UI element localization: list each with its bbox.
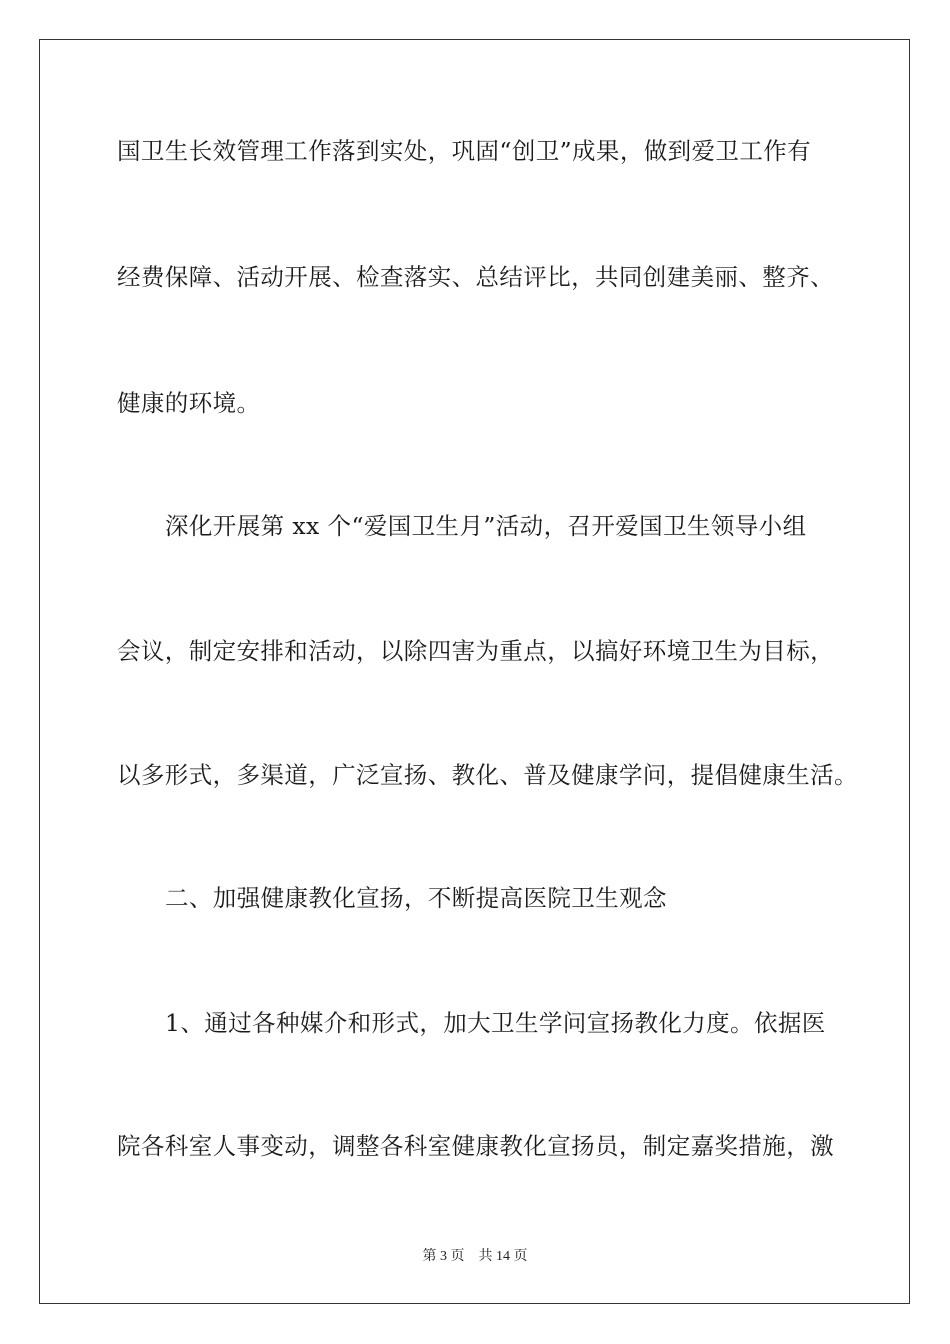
page-footer [0,1248,950,1266]
paragraph-line: 会议，制定安排和活动，以除四害为重点，以搞好环境卫生为目标， [117,637,834,665]
paragraph-line: 深化开展第 xx 个“爱国卫生月”活动，召开爱国卫生领导小组 [165,512,807,540]
section-heading: 二、加强健康教化宣扬，不断提高医院卫生观念 [165,884,667,912]
paragraph-line: 以多形式，多渠道，广泛宣扬、教化、普及健康学问，提倡健康生活。 [117,761,858,789]
page-border [39,39,910,1304]
paragraph-line: 国卫生长效管理工作落到实处，巩固“创卫”成果，做到爱卫工作有 [117,137,812,165]
page-number: 第 3 页 [422,1249,465,1264]
paragraph-line: 健康的环境。 [117,389,261,417]
page-total: 共 14 页 [478,1249,528,1264]
paragraph-line: 经费保障、活动开展、检查落实、总结评比，共同创建美丽、整齐、 [117,263,834,291]
paragraph-line: 1、通过各种媒介和形式，加大卫生学问宣扬教化力度。依据医 [165,1009,826,1037]
paragraph-line: 院各科室人事变动，调整各科室健康教化宣扬员，制定嘉奖措施，激 [117,1132,834,1160]
